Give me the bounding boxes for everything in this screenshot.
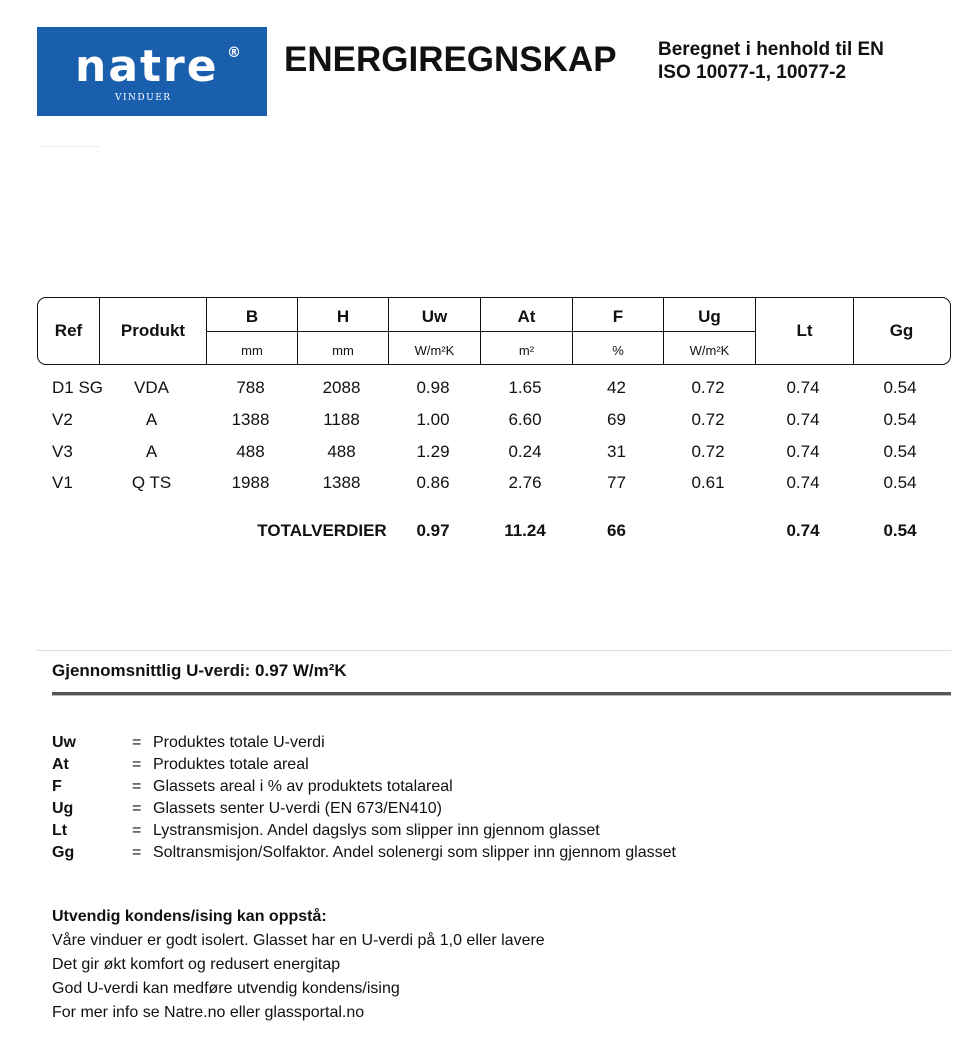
col-uw: [388, 298, 480, 364]
col-at-unit: m²: [518, 343, 535, 358]
condensation-line: Det gir økt komfort og redusert energitap: [52, 956, 341, 973]
cell-produkt: A: [145, 442, 158, 461]
cell-ug: 0.72: [691, 442, 725, 461]
cell-ref: V3: [52, 442, 73, 461]
cell-gg: 0.54: [883, 473, 917, 492]
cell-h: 2088: [322, 378, 361, 397]
cell-produkt: A: [145, 410, 158, 429]
legend-key: Uw: [52, 734, 76, 751]
total-at: 11.24: [504, 521, 546, 540]
col-h-unit: mm: [332, 343, 354, 358]
legend-description: Glassets senter U-verdi (EN 673/EN410): [153, 800, 442, 817]
cell-lt: 0.74: [786, 410, 820, 429]
logo-wordmark: natre: [75, 41, 219, 92]
col-ug: [663, 298, 755, 364]
cell-f: 42: [607, 378, 626, 397]
col-ug-label: Ug: [698, 307, 721, 326]
cell-gg: 0.54: [883, 410, 917, 429]
condensation-notice: [52, 908, 545, 1028]
total-lt: 0.74: [786, 521, 820, 540]
legend-description: Produktes totale areal: [153, 756, 309, 773]
divider: [37, 650, 951, 651]
col-uw-label: Uw: [421, 307, 448, 326]
col-produkt-label: Produkt: [120, 321, 186, 340]
header-split: [207, 331, 297, 332]
cell-at: 1.65: [508, 378, 542, 397]
legend-key: At: [52, 756, 69, 773]
col-gg: [853, 298, 949, 364]
cell-ug: 0.72: [691, 410, 725, 429]
cell-b: 488: [236, 442, 265, 461]
table-row: [37, 442, 951, 466]
legend-equals: =: [132, 800, 142, 817]
cell-produkt: Q TS: [131, 473, 172, 492]
header-split: [573, 331, 663, 332]
col-uw-unit: W/m²K: [414, 343, 455, 358]
condensation-line: Våre vinduer er godt isolert. Glasset har en U-verdi på 1,0 eller lavere: [52, 932, 545, 949]
divider: [52, 692, 951, 696]
total-gg: 0.54: [883, 521, 917, 540]
col-h: [297, 298, 388, 364]
cell-b: 1388: [231, 410, 270, 429]
header-split: [481, 331, 572, 332]
col-f-unit: %: [612, 343, 624, 358]
legend-equals: =: [132, 778, 142, 795]
standard-reference-line1: Beregnet i henhold til EN: [658, 39, 884, 60]
divider: [40, 146, 100, 147]
legend-key: F: [52, 778, 62, 795]
totals-row: [37, 521, 951, 545]
natre-logo: [37, 27, 267, 116]
totals-label: TOTALVERDIER: [257, 521, 387, 540]
cell-h: 488: [327, 442, 356, 461]
legend-description: Soltransmisjon/Solfaktor. Andel solenergi som slipper inn gjennom glasset: [153, 844, 676, 861]
col-ref-label: Ref: [54, 321, 83, 340]
cell-lt: 0.74: [786, 473, 820, 492]
cell-uw: 0.98: [416, 378, 450, 397]
col-gg-label: Gg: [889, 321, 914, 340]
legend-description: Glassets areal i % av produktets totalareal: [153, 778, 453, 795]
cell-uw: 1.29: [416, 442, 450, 461]
cell-at: 2.76: [508, 473, 542, 492]
legend-equals: =: [132, 734, 142, 751]
cell-h: 1188: [323, 410, 360, 429]
table-row: [37, 378, 951, 402]
col-b: [206, 298, 297, 364]
table-row: [37, 410, 951, 434]
col-h-label: H: [336, 307, 350, 326]
legend-key: Gg: [52, 844, 75, 861]
cell-f: 77: [607, 473, 626, 492]
table-header: [37, 297, 951, 365]
cell-b: 1988: [231, 473, 270, 492]
cell-uw: 0.86: [416, 473, 450, 492]
standard-reference: [658, 38, 884, 84]
col-b-label: B: [245, 307, 259, 326]
col-lt-label: Lt: [796, 321, 813, 340]
total-f: 66: [607, 521, 626, 540]
registered-mark: ®: [227, 45, 241, 61]
legend-key: Lt: [52, 822, 68, 839]
header-split: [389, 331, 480, 332]
col-b-unit: mm: [241, 343, 263, 358]
col-f: [572, 298, 663, 364]
legend-equals: =: [132, 756, 142, 773]
col-lt: [755, 298, 853, 364]
cell-f: 31: [607, 442, 626, 461]
legend-equals: =: [132, 822, 142, 839]
cell-produkt: VDA: [134, 378, 169, 397]
col-at: [480, 298, 572, 364]
cell-h: 1388: [322, 473, 361, 492]
cell-at: 0.24: [508, 442, 542, 461]
legend-key: Ug: [52, 800, 74, 817]
total-uw: 0.97: [416, 521, 450, 540]
legend-description: Lystransmisjon. Andel dagslys som slipper inn gjennom glasset: [153, 822, 600, 839]
col-ug-unit: W/m²K: [689, 343, 730, 358]
header-split: [664, 331, 755, 332]
cell-b: 788: [236, 378, 265, 397]
cell-gg: 0.54: [883, 378, 917, 397]
logo-subtitle: VINDUER: [115, 93, 172, 103]
cell-uw: 1.00: [416, 410, 450, 429]
average-u-value: Gjennomsnittlig U-verdi: 0.97 W/m²K: [52, 661, 347, 680]
standard-reference-line2: ISO 10077-1, 10077-2: [658, 62, 847, 83]
col-ref: [38, 298, 99, 364]
cell-f: 69: [607, 410, 626, 429]
page-title: ENERGIREGNSKAP: [284, 40, 617, 79]
col-f-label: F: [612, 307, 624, 326]
cell-ref: V1: [52, 473, 73, 492]
col-produkt: [99, 298, 206, 364]
cell-ref: D1 SG: [52, 378, 104, 397]
cell-lt: 0.74: [786, 442, 820, 461]
cell-gg: 0.54: [883, 442, 917, 461]
condensation-line: For mer info se Natre.no eller glassportal.no: [52, 1004, 365, 1021]
col-at-label: At: [517, 307, 536, 326]
legend-equals: =: [132, 844, 142, 861]
cell-at: 6.60: [508, 410, 542, 429]
legend-description: Produktes totale U-verdi: [153, 734, 325, 751]
cell-lt: 0.74: [786, 378, 820, 397]
table-row: [37, 473, 951, 497]
condensation-line: God U-verdi kan medføre utvendig kondens/ising: [52, 980, 400, 997]
cell-ref: V2: [52, 410, 73, 429]
condensation-title: Utvendig kondens/ising kan oppstå:: [52, 908, 327, 925]
cell-ug: 0.61: [691, 473, 725, 492]
cell-ug: 0.72: [691, 378, 725, 397]
header-split: [298, 331, 388, 332]
